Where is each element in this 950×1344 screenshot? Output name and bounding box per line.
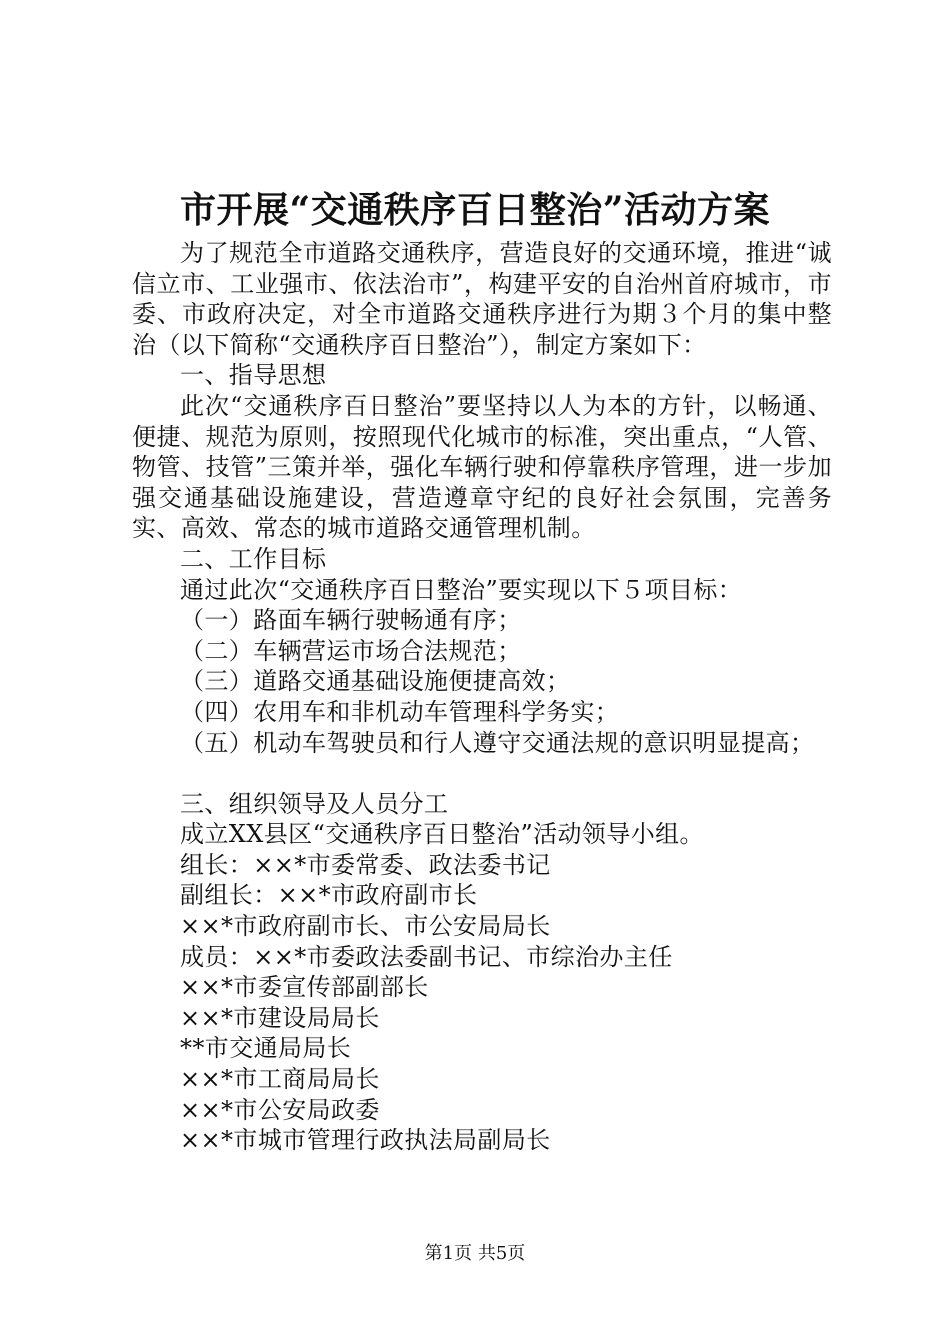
- member-line: ××*市建设局局长: [180, 1003, 380, 1032]
- section-2-lead: 通过此次“交通秩序百日整治”要实现以下５项目标：: [180, 575, 743, 604]
- page-number-footer: 第1页 共5页: [424, 1243, 526, 1264]
- goal-item: （三）道路交通基础设施便捷高效；: [180, 667, 571, 696]
- section-heading-1: 一、指导思想: [180, 361, 327, 390]
- member-line: ××*市委宣传部副部长: [180, 973, 429, 1002]
- member-line: ××*市工商局局长: [180, 1065, 380, 1094]
- document-title: 市开展“交通秩序百日整治”活动方案: [180, 189, 770, 231]
- intro-paragraph: 为了规范全市道路交通秩序，营造良好的交通环境，推进“诚信立市、工业强市、依法治市”，构建平安的自治州首府城市，市委、市政府决定，对全市道路交通秩序进行为期３个月的集中整治（以下简称“交通秩序百日整治”），制定方案如下：: [132, 239, 832, 359]
- blank-line: [132, 758, 832, 789]
- goal-item: （二）车辆营运市场合法规范；: [180, 636, 522, 665]
- member-line: 成员：××*市委政法委副书记、市综治办主任: [180, 942, 673, 971]
- member-line: 组长：××*市委常委、政法委书记: [180, 850, 551, 879]
- section-3-lead: 成立XX县区“交通秩序百日整治”活动领导小组。: [180, 820, 704, 849]
- member-line: 副组长：××*市政府副市长: [180, 881, 478, 910]
- goal-item: （五）机动车驾驶员和行人遵守交通法规的意识明显提高；: [180, 728, 815, 757]
- document-body: [132, 238, 832, 1156]
- member-line: ××*市政府副市长、市公安局局长: [180, 912, 551, 941]
- member-line: ××*市公安局政委: [180, 1095, 380, 1124]
- section-1-paragraph: 此次“交通秩序百日整治”要坚持以人为本的方针，以畅通、便捷、规范为原则，按照现代化城市的标准，突出重点，“人管、物管、技管”三策并举，强化车辆行驶和停靠秩序管理，进一步加强交通基础设施建设，营造遵章守纪的良好社会氛围，完善务实、高效、常态的城市道路交通管理机制。: [132, 391, 832, 543]
- goal-item: （四）农用车和非机动车管理科学务实；: [180, 697, 620, 726]
- section-heading-3: 三、组织领导及人员分工: [180, 789, 449, 818]
- member-line: ××*市城市管理行政执法局副局长: [180, 1126, 551, 1155]
- goal-item: （一）路面车辆行驶畅通有序；: [180, 606, 522, 635]
- member-line: **市交通局局长: [180, 1034, 352, 1063]
- section-heading-2: 二、工作目标: [180, 544, 327, 573]
